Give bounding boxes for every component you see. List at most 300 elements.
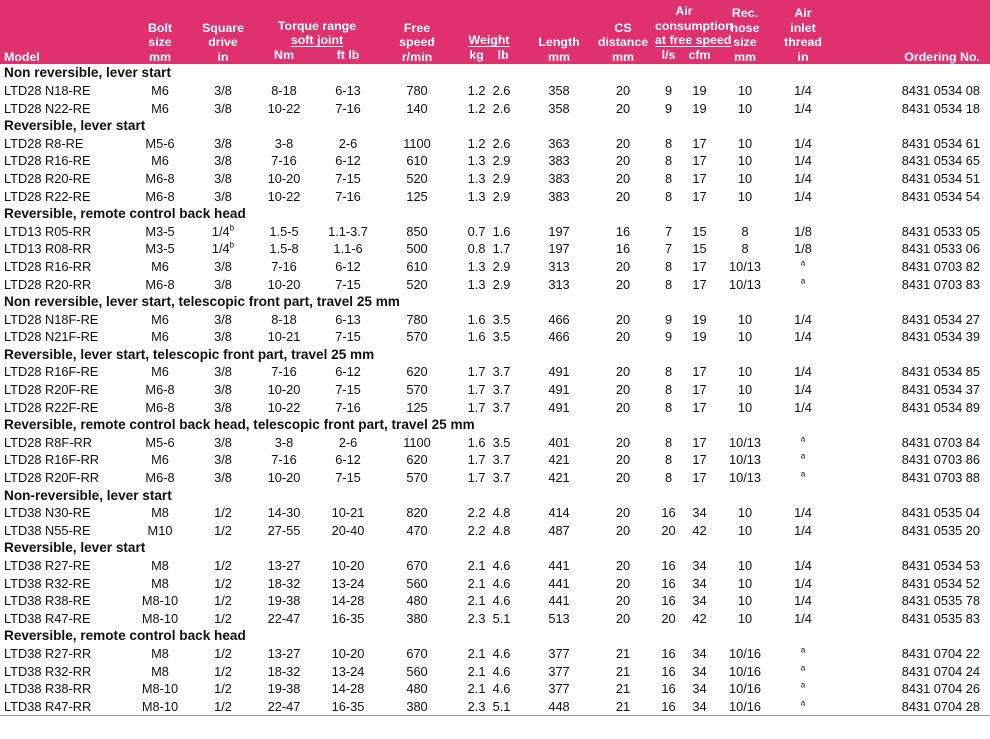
length-cell: 377 <box>548 681 570 697</box>
air-inlet-cell: 1/4 <box>794 311 812 327</box>
table-row <box>0 135 990 153</box>
header-air-inlet: Air inlet thread in <box>784 6 822 64</box>
table-row <box>0 434 990 452</box>
hose-size-cell: 10 <box>737 522 753 538</box>
hose-size-cell: 10 <box>737 329 753 345</box>
square-drive-cell: 1/2 <box>214 610 232 626</box>
bolt-size-cell: M6 <box>151 329 169 345</box>
bolt-size-cell: M10 <box>147 522 173 538</box>
air-ls-cell: 8 <box>664 470 673 486</box>
model-cell: LTD28 R20F-RR <box>4 470 100 486</box>
ordering-no-cell: 8431 0535 83 <box>901 610 981 626</box>
weight-cell: 2.1 4.6 <box>467 558 511 573</box>
weight-cell: 1.7 3.7 <box>467 470 511 486</box>
cs-distance-cell: 20 <box>615 364 631 380</box>
square-drive-cell: 1/2 <box>214 558 232 573</box>
weight-cell: 1.2 2.6 <box>467 100 511 116</box>
air-ls-cell: 8 <box>664 452 673 468</box>
air-cfm-cell: 34 <box>692 698 707 714</box>
air-cfm-cell: 17 <box>692 188 707 204</box>
air-ls-cell: 8 <box>664 364 673 380</box>
air-cfm-cell: 34 <box>692 593 707 609</box>
header-weight: Weight <box>468 33 510 48</box>
air-cfm-cell: 19 <box>692 100 707 116</box>
torque-nm-cell: 1.5-8 <box>269 241 299 257</box>
section-heading-row <box>0 627 990 645</box>
bolt-size-cell: M6 <box>151 82 169 98</box>
weight-cell: 0.7 1.6 <box>467 223 511 239</box>
air-inlet-cell: 1/4 <box>794 170 812 186</box>
cs-distance-cell: 20 <box>615 100 631 116</box>
square-drive-cell: 1/2 <box>214 575 232 591</box>
bolt-size-cell: M8-10 <box>141 681 179 697</box>
bolt-size-cell: M8-10 <box>141 593 179 609</box>
length-cell: 421 <box>548 470 570 486</box>
model-cell: LTD28 R8-RE <box>4 135 84 151</box>
air-ls-cell: 8 <box>664 170 673 186</box>
square-drive-cell: 3/8 <box>214 311 232 327</box>
torque-ftlb-cell: 20-40 <box>331 522 365 538</box>
air-cfm-cell: 34 <box>692 575 707 591</box>
torque-nm-cell: 10-22 <box>267 100 301 116</box>
square-drive-cell: 3/8 <box>214 82 232 98</box>
torque-ftlb-cell: 14-28 <box>331 593 365 609</box>
model-cell: LTD28 R22F-RE <box>4 399 99 415</box>
weight-cell: 1.7 3.7 <box>467 452 511 468</box>
cs-distance-cell: 20 <box>615 170 631 186</box>
air-inlet-cell: 1/4 <box>794 329 812 345</box>
square-drive-cell: 3/8 <box>214 329 232 345</box>
torque-nm-cell: 10-22 <box>267 188 301 204</box>
ordering-no-cell: 8431 0534 27 <box>901 311 981 327</box>
table-row <box>0 451 990 469</box>
cs-distance-cell: 20 <box>615 382 631 398</box>
ordering-no-cell: 8431 0704 28 <box>901 698 981 714</box>
hose-size-cell: 10/16 <box>729 681 762 697</box>
air-ls-cell: 8 <box>664 276 673 292</box>
cs-distance-cell: 20 <box>615 575 631 591</box>
header-ordering-no: Ordering No. <box>904 49 981 64</box>
weight-cell: 1.2 2.6 <box>467 82 511 98</box>
air-ls-cell: 8 <box>664 382 673 398</box>
bolt-size-cell: M6-8 <box>145 188 175 204</box>
header-weight-units: kg lb <box>469 47 509 62</box>
table-row <box>0 645 990 663</box>
air-ls-cell: 16 <box>661 698 676 714</box>
cs-distance-cell: 20 <box>615 329 631 345</box>
free-speed-cell: 610 <box>406 258 428 274</box>
weight-cell: 1.6 3.5 <box>467 311 511 327</box>
torque-nm-cell: 10-20 <box>267 170 301 186</box>
hose-size-cell: 10/13 <box>729 276 762 292</box>
ordering-no-cell: 8431 0535 20 <box>901 522 981 538</box>
air-inlet-cell: 1/4 <box>794 610 812 626</box>
torque-nm-cell: 8-18 <box>271 82 297 98</box>
footnote-marker: b <box>229 241 235 251</box>
cs-distance-cell: 20 <box>615 610 631 626</box>
torque-nm-cell: 10-22 <box>267 399 301 415</box>
length-cell: 487 <box>548 522 570 538</box>
section-title: Reversible, lever start <box>4 118 146 134</box>
table-row <box>0 698 990 716</box>
ordering-no-cell: 8431 0703 82 <box>901 258 981 274</box>
table-row <box>0 311 990 329</box>
length-cell: 383 <box>548 188 570 204</box>
table-row <box>0 328 990 346</box>
cs-distance-cell: 21 <box>615 681 631 697</box>
ordering-no-cell: 8431 0533 06 <box>901 241 981 257</box>
free-speed-cell: 560 <box>406 663 428 679</box>
air-ls-cell: 8 <box>664 188 673 204</box>
square-drive-cell: 1/2 <box>214 698 232 714</box>
model-cell: LTD28 R16F-RE <box>4 364 99 380</box>
air-ls-cell: 7 <box>664 223 673 239</box>
cs-distance-cell: 20 <box>615 153 631 169</box>
torque-nm-cell: 3-8 <box>274 434 294 450</box>
air-inlet-cell: 1/4 <box>794 364 812 380</box>
footnote-marker: a <box>800 645 806 655</box>
hose-size-cell: 10 <box>737 505 753 521</box>
model-cell: LTD38 R27-RE <box>4 558 91 573</box>
torque-ftlb-cell: 13-24 <box>331 575 365 591</box>
hose-size-cell: 8 <box>741 223 749 239</box>
section-title: Reversible, lever start <box>4 540 146 556</box>
model-cell: LTD28 R16F-RR <box>4 452 100 468</box>
air-inlet-cell <box>775 698 831 716</box>
section-title: Reversible, remote control back head <box>4 206 246 222</box>
torque-nm-cell: 7-16 <box>271 258 297 274</box>
header-torque-ftlb: ft lb <box>336 47 360 62</box>
hose-size-cell: 10/13 <box>729 452 762 468</box>
footnote-marker: a <box>800 276 806 286</box>
air-cfm-cell: 34 <box>692 681 707 697</box>
cs-distance-cell: 20 <box>615 470 631 486</box>
free-speed-cell: 520 <box>406 276 428 292</box>
air-inlet-cell: 1/4 <box>794 188 812 204</box>
torque-nm-cell: 7-16 <box>271 452 297 468</box>
air-cfm-cell: 34 <box>692 558 707 573</box>
air-inlet-cell: 1/8 <box>794 241 812 257</box>
free-speed-cell: 380 <box>406 698 428 714</box>
free-speed-cell: 780 <box>406 82 428 98</box>
cs-distance-cell: 21 <box>615 698 631 714</box>
air-ls-cell: 16 <box>661 575 676 591</box>
model-cell: LTD13 R08-RR <box>4 241 92 257</box>
air-ls-cell: 8 <box>664 153 673 169</box>
air-cfm-cell: 34 <box>692 505 707 521</box>
torque-nm-cell: 7-16 <box>271 364 297 380</box>
weight-cell: 1.6 3.5 <box>467 329 511 345</box>
torque-nm-cell: 14-30 <box>267 505 301 521</box>
air-cfm-cell: 34 <box>692 663 707 679</box>
hose-size-cell: 10 <box>737 575 753 591</box>
air-cfm-cell: 17 <box>692 382 707 398</box>
table-row <box>0 381 990 399</box>
air-ls-cell: 16 <box>661 505 676 521</box>
ordering-no-cell: 8431 0534 08 <box>901 82 981 98</box>
air-ls-cell: 16 <box>661 593 676 609</box>
free-speed-cell: 140 <box>406 100 428 116</box>
air-inlet-cell: 1/4 <box>794 399 812 415</box>
ordering-no-cell: 8431 0534 51 <box>901 170 981 186</box>
air-inlet-cell: 1/8 <box>794 223 812 239</box>
table-row <box>0 152 990 170</box>
ordering-no-cell: 8431 0534 89 <box>901 399 981 415</box>
torque-nm-cell: 3-8 <box>274 135 294 151</box>
air-cfm-cell: 15 <box>692 241 707 257</box>
table-row <box>0 363 990 381</box>
cs-distance-cell: 20 <box>615 188 631 204</box>
header-cs-distance: CS distance mm <box>597 20 649 64</box>
hose-size-cell: 10 <box>737 382 753 398</box>
ordering-no-cell: 8431 0703 86 <box>901 452 981 468</box>
section-heading-row <box>0 205 990 223</box>
air-ls-cell: 16 <box>661 645 676 661</box>
footnote-marker: a <box>800 663 806 673</box>
bolt-size-cell: M8 <box>151 575 169 591</box>
cs-distance-cell: 20 <box>615 311 631 327</box>
hose-size-cell: 10 <box>737 558 753 573</box>
ordering-no-cell: 8431 0534 39 <box>901 329 981 345</box>
square-drive-cell: 3/8 <box>214 382 232 398</box>
air-ls-cell: 20 <box>661 522 676 538</box>
table-row <box>0 240 990 258</box>
torque-ftlb-cell: 6-13 <box>335 82 361 98</box>
air-inlet-cell <box>775 434 831 452</box>
air-ls-cell: 16 <box>661 681 676 697</box>
air-ls-cell: 16 <box>661 663 676 679</box>
air-inlet-cell <box>775 645 831 663</box>
footnote-marker: a <box>800 434 806 444</box>
table-row <box>0 100 990 118</box>
ordering-no-cell: 8431 0534 61 <box>901 135 981 151</box>
torque-nm-cell: 10-20 <box>267 470 301 486</box>
bolt-size-cell: M6-8 <box>145 470 175 486</box>
weight-cell: 1.3 2.9 <box>467 258 511 274</box>
model-cell: LTD28 R20-RR <box>4 276 92 292</box>
model-cell: LTD38 R47-RE <box>4 610 91 626</box>
table-row <box>0 223 990 241</box>
torque-ftlb-cell: 7-15 <box>335 470 361 486</box>
torque-ftlb-cell: 7-15 <box>335 276 361 292</box>
section-heading-row <box>0 293 990 311</box>
table-row <box>0 663 990 681</box>
hose-size-cell: 10/13 <box>729 470 762 486</box>
bolt-size-cell: M6 <box>151 452 169 468</box>
air-ls-cell: 7 <box>664 241 673 257</box>
table-row <box>0 557 990 575</box>
hose-size-cell: 10 <box>737 153 753 169</box>
air-cfm-cell: 17 <box>692 364 707 380</box>
weight-cell: 1.7 3.7 <box>467 399 511 415</box>
torque-ftlb-cell: 6-12 <box>335 153 361 169</box>
header-air-consumption: Air consumption at free speed <box>655 4 733 48</box>
hose-size-cell: 10/13 <box>729 258 762 274</box>
free-speed-cell: 1100 <box>403 135 431 151</box>
footnote-marker: a <box>800 469 806 479</box>
bolt-size-cell: M6 <box>151 311 169 327</box>
square-drive-cell: 3/8 <box>214 470 232 486</box>
ordering-no-cell: 8431 0535 04 <box>901 505 981 521</box>
air-inlet-cell: 1/4 <box>794 100 812 116</box>
bolt-size-cell: M6-8 <box>145 276 175 292</box>
length-cell: 414 <box>548 505 570 521</box>
footnote-marker: b <box>229 223 235 233</box>
free-speed-cell: 480 <box>406 681 428 697</box>
model-cell: LTD28 R16-RE <box>4 153 91 169</box>
bolt-size-cell: M6-8 <box>145 399 175 415</box>
air-inlet-cell: 1/4 <box>794 575 812 591</box>
length-cell: 197 <box>548 241 570 257</box>
hose-size-cell: 8 <box>741 241 749 257</box>
cs-distance-cell: 20 <box>615 505 631 521</box>
air-inlet-cell <box>775 451 831 469</box>
free-speed-cell: 670 <box>406 645 428 661</box>
air-inlet-cell: 1/4 <box>794 522 812 538</box>
bolt-size-cell: M3-5 <box>145 241 175 257</box>
air-ls-cell: 8 <box>664 399 673 415</box>
model-cell: LTD38 R32-RE <box>4 575 91 591</box>
ordering-no-cell: 8431 0703 83 <box>901 276 981 292</box>
weight-cell: 1.6 3.5 <box>467 434 511 450</box>
air-inlet-cell: 1/4 <box>794 82 812 98</box>
hose-size-cell: 10 <box>737 610 753 626</box>
hose-size-cell: 10 <box>737 170 753 186</box>
torque-ftlb-cell: 13-24 <box>331 663 365 679</box>
air-inlet-cell <box>775 663 831 681</box>
bolt-size-cell: M6 <box>151 258 169 274</box>
length-cell: 401 <box>548 434 570 450</box>
weight-cell: 2.2 4.8 <box>467 505 511 521</box>
hose-size-cell: 10 <box>737 593 753 609</box>
torque-ftlb-cell: 2-6 <box>338 135 358 151</box>
air-cfm-cell: 17 <box>692 135 707 151</box>
free-speed-cell: 570 <box>406 470 428 486</box>
free-speed-cell: 670 <box>406 558 428 573</box>
torque-ftlb-cell: 2-6 <box>338 434 358 450</box>
air-inlet-cell: 1/4 <box>794 593 812 609</box>
square-drive-cell: 1/4$^b$ <box>211 241 235 257</box>
weight-cell: 2.1 4.6 <box>467 593 511 609</box>
free-speed-cell: 1100 <box>403 434 431 450</box>
torque-nm-cell: 27-55 <box>267 522 301 538</box>
cs-distance-cell: 20 <box>615 399 631 415</box>
hose-size-cell: 10 <box>737 399 753 415</box>
torque-ftlb-cell: 7-16 <box>335 188 361 204</box>
square-drive-cell: 1/2 <box>214 663 232 679</box>
air-cfm-cell: 19 <box>692 329 707 345</box>
torque-nm-cell: 18-32 <box>267 663 301 679</box>
section-heading-row <box>0 64 990 82</box>
square-drive-cell: 3/8 <box>214 153 232 169</box>
weight-cell: 2.3 5.1 <box>467 610 511 626</box>
free-speed-cell: 820 <box>406 505 428 521</box>
length-cell: 377 <box>548 663 570 679</box>
length-cell: 491 <box>548 399 570 415</box>
air-cfm-cell: 17 <box>692 470 707 486</box>
model-cell: LTD38 R47-RR <box>4 698 92 714</box>
weight-cell: 1.3 2.9 <box>467 170 511 186</box>
section-heading-row <box>0 117 990 135</box>
weight-cell: 0.8 1.7 <box>467 241 511 257</box>
cs-distance-cell: 16 <box>615 223 631 239</box>
hose-size-cell: 10 <box>737 364 753 380</box>
air-inlet-cell <box>775 680 831 698</box>
square-drive-cell: 3/8 <box>214 452 232 468</box>
cs-distance-cell: 21 <box>615 663 631 679</box>
air-ls-cell: 9 <box>664 329 673 345</box>
cs-distance-cell: 20 <box>615 558 631 573</box>
bolt-size-cell: M8 <box>151 645 169 661</box>
torque-nm-cell: 7-16 <box>271 153 297 169</box>
torque-ftlb-cell: 10-20 <box>331 645 365 661</box>
torque-ftlb-cell: 7-16 <box>335 100 361 116</box>
length-cell: 363 <box>548 135 570 151</box>
table-row <box>0 82 990 100</box>
free-speed-cell: 520 <box>406 170 428 186</box>
bolt-size-cell: M6 <box>151 153 169 169</box>
square-drive-cell: 3/8 <box>214 188 232 204</box>
cs-distance-cell: 20 <box>615 452 631 468</box>
section-heading-row <box>0 539 990 557</box>
section-heading-row <box>0 346 990 364</box>
square-drive-cell: 3/8 <box>214 276 232 292</box>
section-title: Reversible, remote control back head <box>4 628 246 644</box>
table-row <box>0 258 990 276</box>
hose-size-cell: 10 <box>737 82 753 98</box>
ordering-no-cell: 8431 0704 22 <box>901 645 981 661</box>
cs-distance-cell: 20 <box>615 135 631 151</box>
length-cell: 358 <box>548 100 570 116</box>
torque-nm-cell: 13-27 <box>267 645 301 661</box>
air-inlet-cell <box>775 258 831 276</box>
model-cell: LTD28 R8F-RR <box>4 434 92 450</box>
ordering-no-cell: 8431 0534 65 <box>901 153 981 169</box>
ordering-no-cell: 8431 0703 84 <box>901 434 981 450</box>
torque-ftlb-cell: 6-12 <box>335 364 361 380</box>
square-drive-cell: 3/8 <box>214 258 232 274</box>
footnote-marker: a <box>800 258 806 268</box>
cs-distance-cell: 20 <box>615 82 631 98</box>
table-body <box>0 64 990 715</box>
air-cfm-cell: 17 <box>692 276 707 292</box>
air-ls-cell: 9 <box>664 100 673 116</box>
air-cfm-cell: 17 <box>692 434 707 450</box>
weight-cell: 1.3 2.9 <box>467 276 511 292</box>
air-cfm-cell: 17 <box>692 452 707 468</box>
length-cell: 421 <box>548 452 570 468</box>
air-cfm-cell: 15 <box>692 223 707 239</box>
air-inlet-cell: 1/4 <box>794 505 812 521</box>
free-speed-cell: 850 <box>406 223 428 239</box>
ordering-no-cell: 8431 0534 53 <box>901 558 981 573</box>
bolt-size-cell: M5-6 <box>145 434 175 450</box>
torque-ftlb-cell: 16-35 <box>331 610 365 626</box>
footnote-marker: a <box>800 452 806 462</box>
torque-nm-cell: 13-27 <box>267 558 301 573</box>
length-cell: 441 <box>548 593 570 609</box>
weight-cell: 1.3 2.9 <box>467 188 511 204</box>
air-ls-cell: 9 <box>664 311 673 327</box>
air-inlet-cell: 1/4 <box>794 153 812 169</box>
torque-ftlb-cell: 7-15 <box>335 382 361 398</box>
section-title: Non-reversible, lever start <box>4 487 172 503</box>
cs-distance-cell: 21 <box>615 645 631 661</box>
length-cell: 491 <box>548 364 570 380</box>
air-cfm-cell: 19 <box>692 311 707 327</box>
length-cell: 313 <box>548 276 570 292</box>
air-cfm-cell: 19 <box>692 82 707 98</box>
